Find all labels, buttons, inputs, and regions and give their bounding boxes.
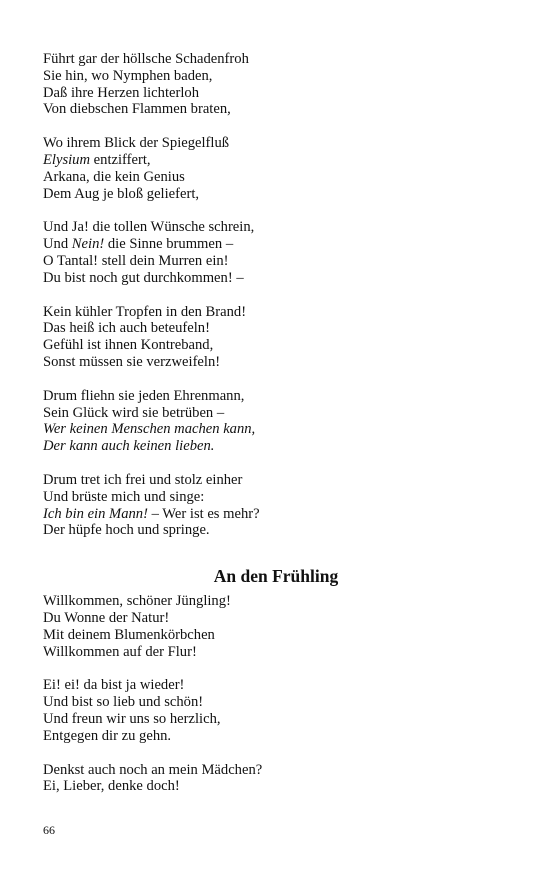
verse-line: Der kann auch keinen lieben. xyxy=(43,438,215,455)
verse-line: Von diebschen Flammen braten, xyxy=(43,101,231,118)
verse-line: Drum fliehn sie jeden Ehrenmann, xyxy=(43,387,245,404)
verse-line: Wer keinen Menschen machen kann, xyxy=(43,421,256,438)
stanza xyxy=(43,388,503,455)
poem-title: An den Frühling xyxy=(213,566,339,587)
verse-line: Ich bin ein Mann! – Wer ist es mehr? xyxy=(43,505,260,522)
verse-line: Und freun wir uns so herzlich, xyxy=(43,710,221,727)
verse-line: Und Ja! die tollen Wünsche schrein, xyxy=(43,219,255,236)
verse-line: Du bist noch gut durchkommen! – xyxy=(43,269,244,286)
page-text xyxy=(43,51,503,812)
verse-line: Und Nein! die Sinne brummen – xyxy=(43,236,234,253)
verse-line: Ei! ei! da bist ja wieder! xyxy=(43,677,185,694)
poem-an-den-fruehling xyxy=(43,566,503,795)
verse-line: Der hüpfe hoch und springe. xyxy=(43,522,210,539)
verse-line: Und brüste mich und singe: xyxy=(43,488,205,505)
stanza xyxy=(43,762,503,796)
italic-word: Elysium xyxy=(43,151,91,168)
italic-word: Nein! xyxy=(71,236,105,253)
stanza xyxy=(43,472,503,539)
verse-line: Das heiß ich auch beteufeln! xyxy=(43,320,210,337)
verse-line: Arkana, die kein Genius xyxy=(43,168,185,185)
verse-line: Und bist so lieb und schön! xyxy=(43,694,204,711)
verse-line: Willkommen auf der Flur! xyxy=(43,643,197,660)
verse-line: Du Wonne der Natur! xyxy=(43,609,170,626)
verse-line: Mit deinem Blumenkörbchen xyxy=(43,626,215,643)
stanza xyxy=(43,51,503,118)
verse-line: Daß ihre Herzen lichterloh xyxy=(43,84,199,101)
verse-line: Gefühl ist ihnen Kontreband, xyxy=(43,337,214,354)
verse-line: Führt gar der höllsche Schadenfroh xyxy=(43,51,249,67)
verse-line: Drum tret ich frei und stolz einher xyxy=(43,471,243,488)
verse-line: Wo ihrem Blick der Spiegelfluß xyxy=(43,135,230,152)
verse-line: Willkommen, schöner Jüngling! xyxy=(43,593,231,610)
verse-line: Sein Glück wird sie betrüben – xyxy=(43,404,225,421)
verse-line: O Tantal! stell dein Murren ein! xyxy=(43,252,229,269)
verse-line: Kein kühler Tropfen in den Brand! xyxy=(43,303,247,320)
verse-line: Elysium entziffert, xyxy=(43,151,151,168)
page-number: 66 xyxy=(43,823,55,837)
stanza xyxy=(43,593,503,660)
italic-phrase: Ich bin ein Mann! xyxy=(43,505,148,522)
verse-line: Ei, Lieber, denke doch! xyxy=(43,778,180,795)
stanza xyxy=(43,304,503,371)
verse-line: Entgegen dir zu gehn. xyxy=(43,727,172,744)
verse-line: Denkst auch noch an mein Mädchen? xyxy=(43,761,263,778)
stanza xyxy=(43,677,503,744)
verse-line: Sie hin, wo Nymphen baden, xyxy=(43,67,213,84)
stanza xyxy=(43,219,503,286)
verse-line: Sonst müssen sie verzweifeln! xyxy=(43,353,221,370)
verse-line: Dem Aug je bloß geliefert, xyxy=(43,185,200,202)
poem-continuation xyxy=(43,51,503,539)
stanza xyxy=(43,135,503,202)
